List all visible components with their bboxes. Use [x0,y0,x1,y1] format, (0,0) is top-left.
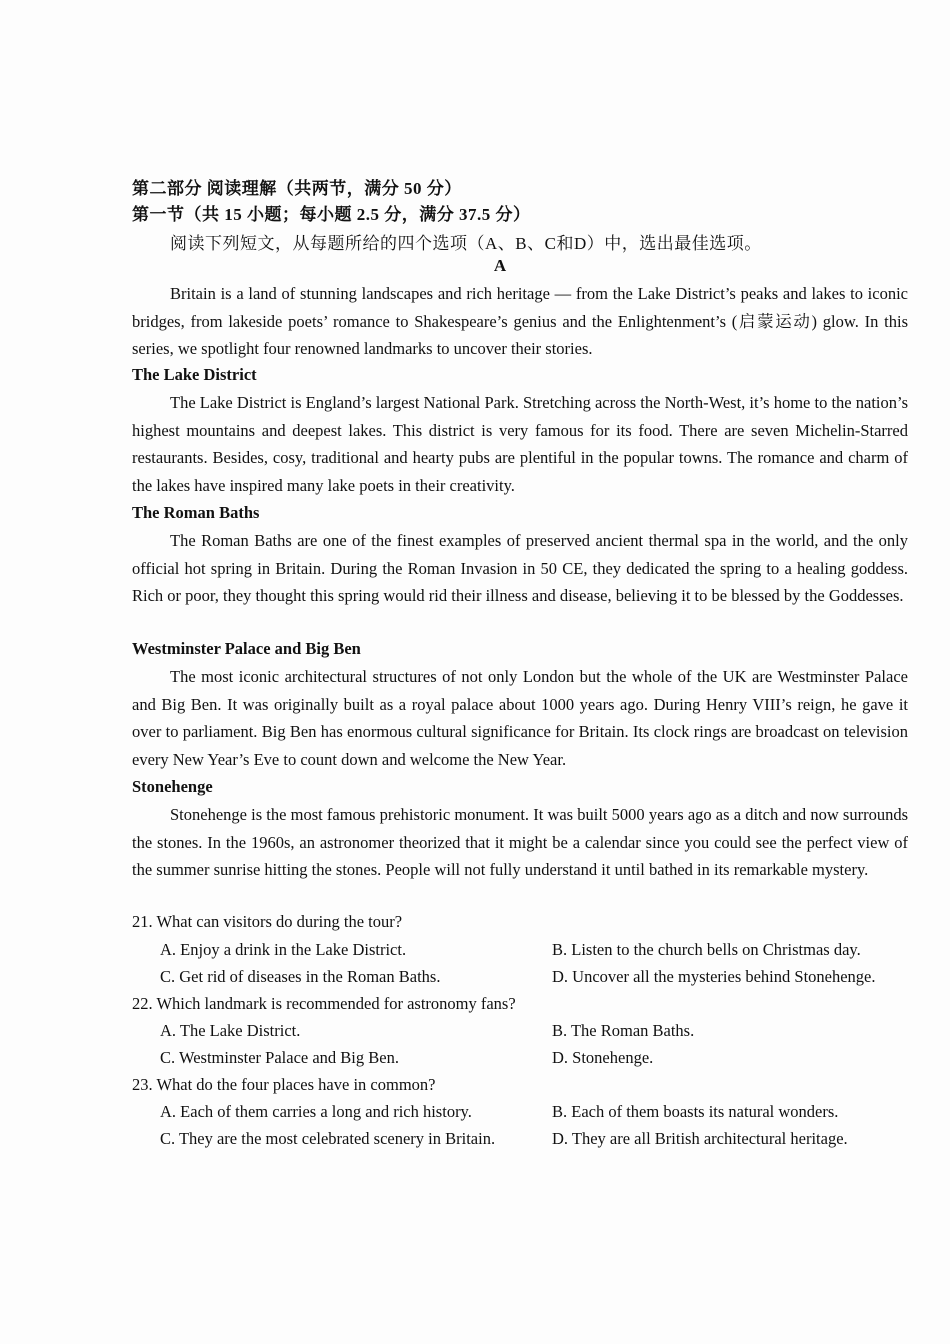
question-22: 22. Which landmark is recommended for astronomy fans? [132,994,516,1013]
q21-option-b[interactable]: B. Listen to the church bells on Christmas day. [552,940,861,959]
question-23: 23. What do the four places have in common? [132,1075,436,1094]
q22-option-a[interactable]: A. The Lake District. [160,1021,301,1040]
paragraph-stonehenge: Stonehenge is the most famous prehistoric monument. It was built 5000 years ago as a ditch and now surrounds the stones. In the 1960s, an astronomer theorized that it might be a calendar since you could see the perfect view of the summer sunrise hitting the stones. People will not fully understand it until bathed in its remarkable mystery. [132,805,908,879]
section-title: 第一节（共 15 小题；每小题 2.5 分，满分 37.5 分） [132,205,531,224]
q21-option-d[interactable]: D. Uncover all the mysteries behind Stonehenge. [552,967,876,986]
q22-option-d[interactable]: D. Stonehenge. [552,1048,654,1067]
instructions: 阅读下列短文，从每题所给的四个选项（A、B、C和D）中，选出最佳选项。 [170,234,762,253]
q22-option-b[interactable]: B. The Roman Baths. [552,1021,695,1040]
heading-stonehenge: Stonehenge [132,777,213,796]
q23-option-a[interactable]: A. Each of them carries a long and rich history. [160,1102,472,1121]
part-title: 第二部分 阅读理解（共两节，满分 50 分） [132,179,462,198]
q21-option-a[interactable]: A. Enjoy a drink in the Lake District. [160,940,407,959]
q22-option-c[interactable]: C. Westminster Palace and Big Ben. [160,1048,399,1067]
passage-intro: Britain is a land of stunning landscapes and rich heritage — from the Lake District’s peaks and lakes to iconic bridges, from lakeside poets’ romance to Shakespeare’s genius and the Enlightenment’s (启蒙运动) glow. In this series, we spotlight four renowned landmarks to uncover their stories. [132,284,908,358]
paragraph-lake-district: The Lake District is England’s largest National Park. Stretching across the North-West, it’s home to the nation’s highest mountains and deepest lakes. This district is very famous for its food. There are seven Michelin-Starred restaurants. Besides, cosy, traditional and hearty pubs are plentiful in the popular towns. The romance and charm of the lakes have inspired many lake poets in their creativity. [132,393,908,495]
question-21: 21. What can visitors do during the tour? [132,912,403,931]
paragraph-westminster: The most iconic architectural structures of not only London but the whole of the UK are Westminster Palace and Big Ben. It was originally built as a royal palace about 1000 years ago. During Henry VIII’s reign, he gave it over to parliament. Big Ben has enormous cultural significance for Britain. Its clock rings are broadcast on television every New Year’s Eve to count down and welcome the New Year. [132,667,908,769]
q23-option-b[interactable]: B. Each of them boasts its natural wonders. [552,1102,839,1121]
heading-lake-district: The Lake District [132,365,257,384]
passage-letter: A [493,256,507,275]
q23-option-c[interactable]: C. They are the most celebrated scenery in Britain. [160,1129,496,1148]
q23-option-d[interactable]: D. They are all British architectural heritage. [552,1129,848,1148]
q21-option-c[interactable]: C. Get rid of diseases in the Roman Baths. [160,967,441,986]
paragraph-roman-baths: The Roman Baths are one of the finest examples of preserved ancient thermal spa in the world, and the only official hot spring in Britain. During the Roman Invasion in 50 CE, they dedicated the spring to a healing goddess. Rich or poor, they thought this spring would rid their illness and disease, believing it to be blessed by the Goddesses. [132,531,908,605]
heading-roman-baths: The Roman Baths [132,503,260,522]
heading-westminster: Westminster Palace and Big Ben [132,639,361,658]
